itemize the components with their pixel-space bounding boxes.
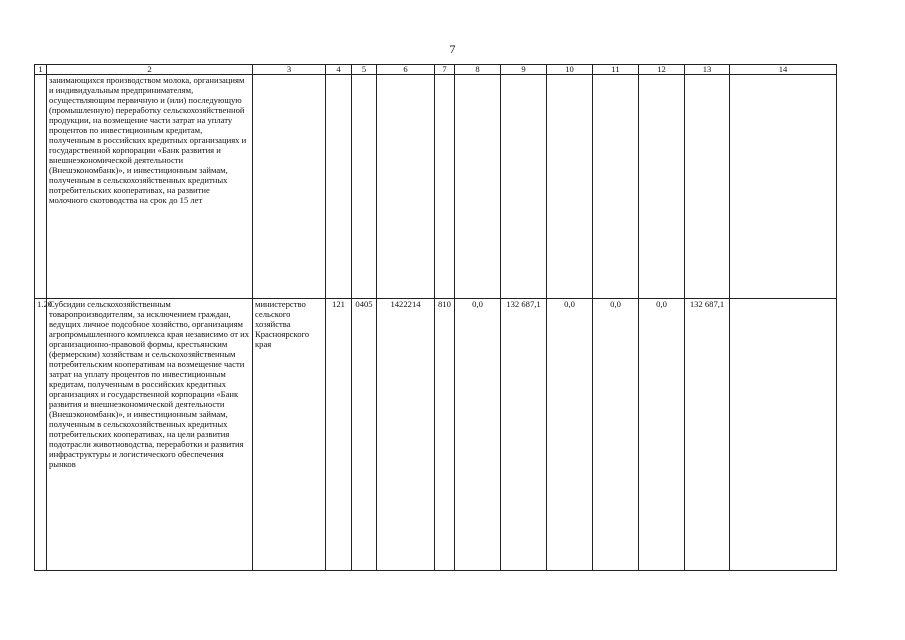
- responsible-body: министерство сельского хозяйства Красноярского края: [253, 299, 326, 571]
- column-number: 1: [35, 65, 47, 75]
- column-number: 9: [501, 65, 547, 75]
- cell-c10: 0,0: [547, 299, 593, 571]
- page-number: 7: [449, 42, 456, 56]
- cell-c6: [377, 75, 435, 299]
- responsible-body: [253, 75, 326, 299]
- cell-c9: [501, 75, 547, 299]
- cell-c10: [547, 75, 593, 299]
- column-number: 3: [253, 65, 326, 75]
- cell-c13: [685, 75, 730, 299]
- budget-table: [34, 64, 837, 571]
- cell-c4: [326, 75, 352, 299]
- row-description: занимающихся производством молока, организациям и индивидуальным предпринимателям, осуществляющим первичную и (или) последующую (промышленную) переработку сельскохозяйственной продукции, на возмещение части затрат на уплату процентов по инвестиционным кредитам, полученным в российских кредитных организациях и государственной корпорации «Банк развития и внешнеэкономической деятельности (Внешэкономбанк)», и инвестиционным займам, полученным в сельскохозяйственных кредитных потребительских кооперативах, на развитие молочного скотоводства на срок до 15 лет: [47, 75, 253, 299]
- cell-c13: 132 687,1: [685, 299, 730, 571]
- row-description: Субсидии сельскохозяйственным товаропроизводителям, за исключением граждан, ведущих личное подсобное хозяйство, организациям агропромышленного комплекса края независимо от их организационно-правовой формы, крестьянским (фермерским) хозяйствам и сельскохозяйственным потребительским кооперативам на возмещение части затрат на уплату процентов по инвестиционным кредитам, полученным в российских кредитных организациях и государственной корпорации «Банк развития и внешнеэкономической деятельности (Внешэкономбанк)», и инвестиционным займам, полученным в сельскохозяйственных кредитных потребительских кооперативах, на цели развития подотрасли животноводства, переработки и развития инфраструктуры и логистического обеспечения рынков: [47, 299, 253, 571]
- cell-c7: [435, 75, 455, 299]
- column-number: 11: [593, 65, 639, 75]
- column-number: 5: [352, 65, 377, 75]
- table-row: [35, 75, 837, 299]
- cell-c14: [730, 75, 837, 299]
- column-number: 12: [639, 65, 685, 75]
- cell-c6: 1422214: [377, 299, 435, 571]
- cell-c9: 132 687,1: [501, 299, 547, 571]
- table-row: [35, 299, 837, 571]
- column-number: 7: [435, 65, 455, 75]
- cell-c5: [352, 75, 377, 299]
- column-number: 2: [47, 65, 253, 75]
- row-number: 1.20: [35, 299, 47, 571]
- row-number: [35, 75, 47, 299]
- cell-c8: 0,0: [455, 299, 501, 571]
- column-number: 14: [730, 65, 837, 75]
- column-number-row: [35, 65, 837, 75]
- column-number: 8: [455, 65, 501, 75]
- cell-c12: [639, 75, 685, 299]
- cell-c7: 810: [435, 299, 455, 571]
- column-number: 10: [547, 65, 593, 75]
- cell-c4: 121: [326, 299, 352, 571]
- column-number: 4: [326, 65, 352, 75]
- cell-c11: [593, 75, 639, 299]
- column-number: 6: [377, 65, 435, 75]
- cell-c8: [455, 75, 501, 299]
- cell-c12: 0,0: [639, 299, 685, 571]
- cell-c11: 0,0: [593, 299, 639, 571]
- cell-c14: [730, 299, 837, 571]
- cell-c5: 0405: [352, 299, 377, 571]
- column-number: 13: [685, 65, 730, 75]
